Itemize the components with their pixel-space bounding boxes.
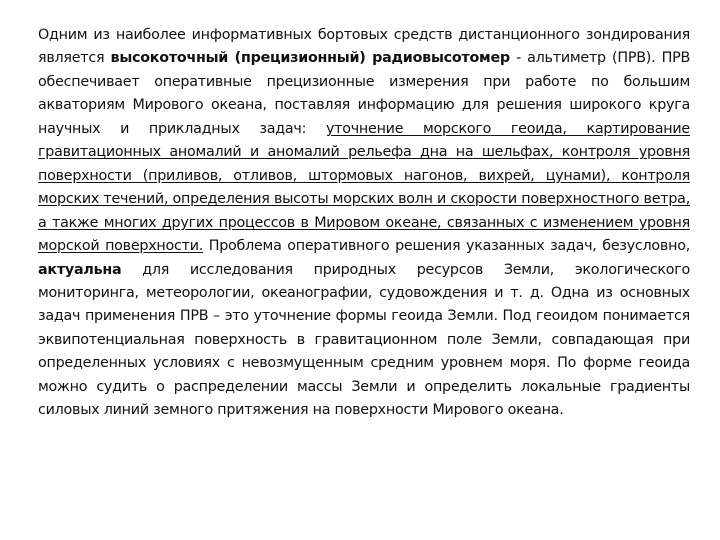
text-geoid-explanation: для исследования природных ресурсов Земли, экологического мониторинга, метеорологии, океанографии, судовождения и т. д. Одна из основных задач применения ПРВ – это уточнение формы геоида Земли. Под геоидом понимается эквипотенциальная поверхность в гравитационном поле Земли, совпадающая при определенных условиях с невозмущенным средним уровнем моря. По форме геоида можно судить о распределении массы Земли и определить локальные градиенты силовых линий земного притяжения на поверхности Мирового океана. (38, 261, 690, 419)
text-altimeter-description: - альтиметр (ПРВ). ПРВ обеспечивает оперативные прецизионные измерения при работе по большим акваториям Мирового океана, поставляя информацию для решения широкого круга научных и прикладных задач: (38, 50, 691, 137)
main-paragraph (38, 24, 690, 423)
text-problem-statement: Проблема оперативного решения указанных задач, безусловно, (203, 238, 690, 255)
underlined-tasks-list: уточнение морского геоида, картирование гравитационных аномалий и аномалий рельефа дна на шельфах, контроля уровня поверхности (приливов, отливов, штормовых нагонов, вихрей, цунами), контроля морских течений, определения высоты морских волн и скорости поверхностного ветра, а также многих других процессов в Мировом океане, связанных с изменением уровня морской поверхности. (38, 120, 690, 255)
term-high-precision-altimeter: высокоточный (прецизионный) радиовысотомер (110, 50, 510, 67)
term-relevant: актуальна (38, 261, 122, 278)
text-intro: Одним из наиболее информативных бортовых средств дистанционного зондирования является (38, 27, 690, 67)
